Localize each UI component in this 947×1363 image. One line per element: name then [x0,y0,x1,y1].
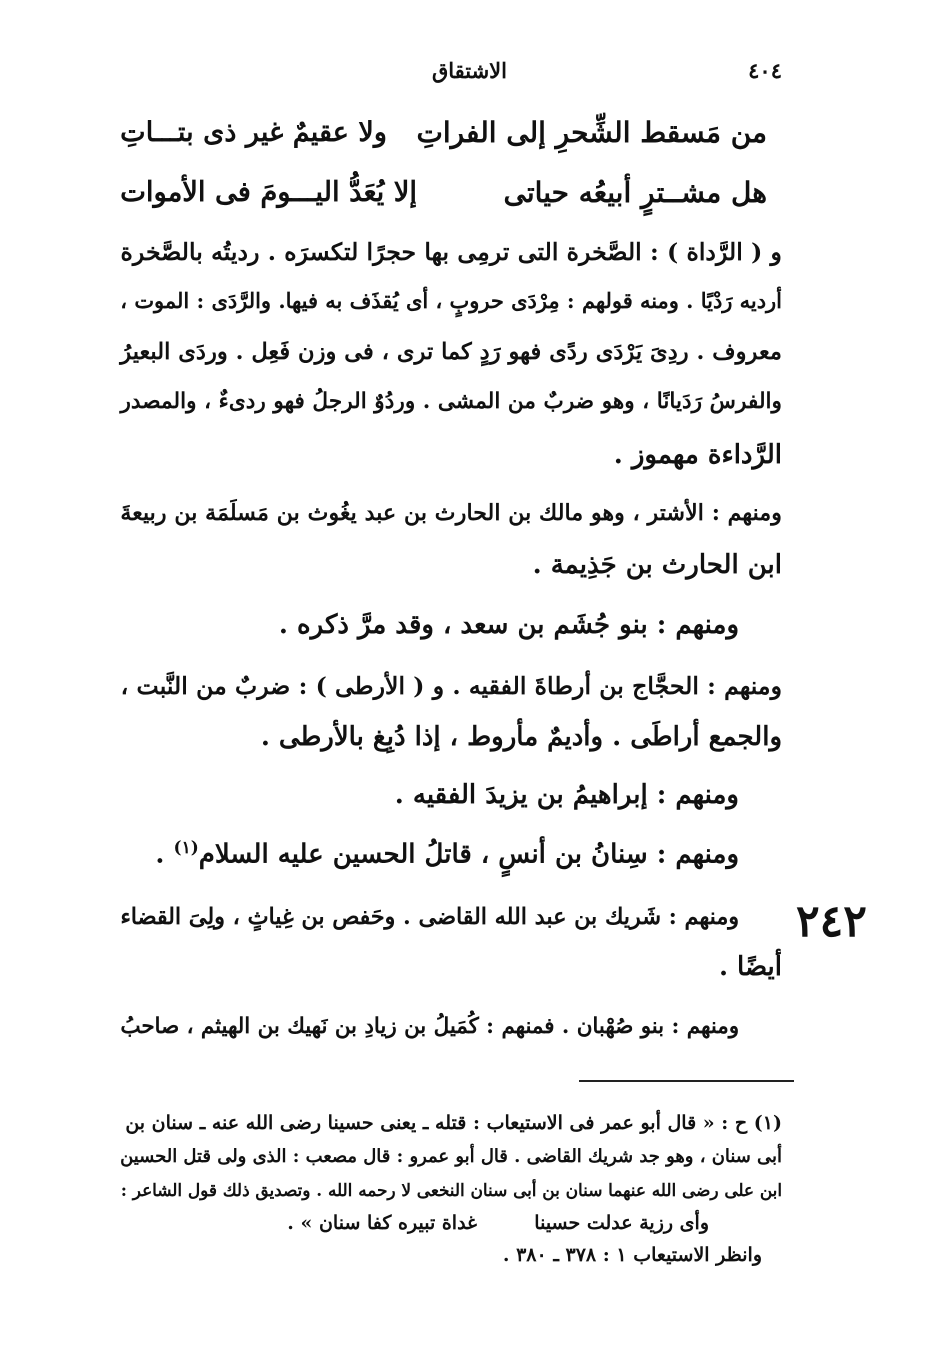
verse-2-left: إلا يُعَدُّ اليـــومَ فى الأموات [120,176,417,208]
footnote-divider [579,1080,794,1082]
body-line: ومنهم : الأشتر ، وهو مالك بن الحارث بن عبد يغُوث بن مَسلَمَة بن ربيعةَ [120,500,782,526]
body-line: ومنهم : إبراهيمُ بن يزيدَ الفقيه . [394,780,739,810]
body-line: ومنهم : الحجَّاج بن أرطاةَ الفقيه . و ( الأرطى ) : ضربٌ من النَّبت ، [120,672,782,700]
body-line: والفرسُ رَدَيانًا ، وهو ضربٌ من المشى . وردُوٌ الرجلُ فهو ردىءٌ ، والمصدر [120,389,782,414]
footnote-marker: (١) [173,838,199,858]
margin-number: ٢٤٢ [796,896,867,947]
body-line: معروف . ردِىَ يَرْدَى ردًى فهو رَدٍ كما ترى ، فى وزن فَعِل . وردَى البعيرُ [120,339,782,365]
body-line-with-footnote [155,838,739,870]
body-line: ومنهم : بنو جُشَم بن سعد ، وقد مرَّ ذكره . [278,610,739,640]
page-number: ٤٠٤ [748,58,782,83]
body-line: أيضًا . [718,952,782,982]
verse-1-left: ولا عقيمٌ غير ذى بتـــاتِ [120,116,387,148]
footnote-line: (١) ح : « قال أبو عمر فى الاستيعاب : قتله ـ يعنى حسينا رضى الله عنه ـ سنان بن [125,1112,782,1134]
footnote-verse-right: وأى رزية عدلت حسينا [534,1212,709,1234]
body-line: أرديه رَدْيًا . ومنه قولهم : مِرْدَى حروبٍ ، أى يُقذَف به فيها. والرَّدَى : الموت ، [120,288,782,313]
verse-1-right: من مَسقط الشِّحرِ إلى الفراتِ [416,116,767,149]
body-line: ابن الحارث بن جَذِيمة . [532,550,782,580]
footnote-verse-left: غداة تبيره كفا سنان » . [287,1212,477,1234]
running-title: الاشتقاق [431,58,507,83]
body-line: والجمع أراطَى . وأديمٌ مأروط ، إذا دُبِغ بالأرطى . [260,722,782,752]
body-line: و ( الرَّداة ) : الصَّخرة التى ترمِى بها حجرًا لتكسرَه . رديتُه بالصَّخرة [120,238,782,266]
body-line-text: ومنهم : سِنانُ بن أنسٍ ، قاتلُ الحسين عليه السلام [198,839,739,870]
body-line: ومنهم : بنو صُهْبان . فمنهم : كُمَيلُ بن زيادِ بن نَهيك بن الهيثم ، صاحبُ [120,1014,739,1039]
verse-2-right: هل مشــترٍ أبيعُه حياتى [503,176,767,209]
line-end-period: . [155,839,165,870]
footnote-line: ابن على رضى الله عنهما سنان بن أبى سنان النخعى لا رحمه الله . وتصديق ذلك قول الشاعر : [120,1180,782,1200]
footnote-line: أبى سنان ، وهو جد شريك القاضى . قال أبو عمرو : قال مصعب : الذى ولى قتل الحسين [120,1146,782,1167]
footnote-reference: وانظر الاستيعاب ١ : ٣٧٨ ـ ٣٨٠ . [502,1244,762,1266]
body-line: ومنهم : شَريك بن عبد الله القاضى . وحَفص بن غِياثٍ ، ولِىَ القضاء [120,904,739,930]
body-line: الرَّداءة مهموز . [613,440,782,470]
